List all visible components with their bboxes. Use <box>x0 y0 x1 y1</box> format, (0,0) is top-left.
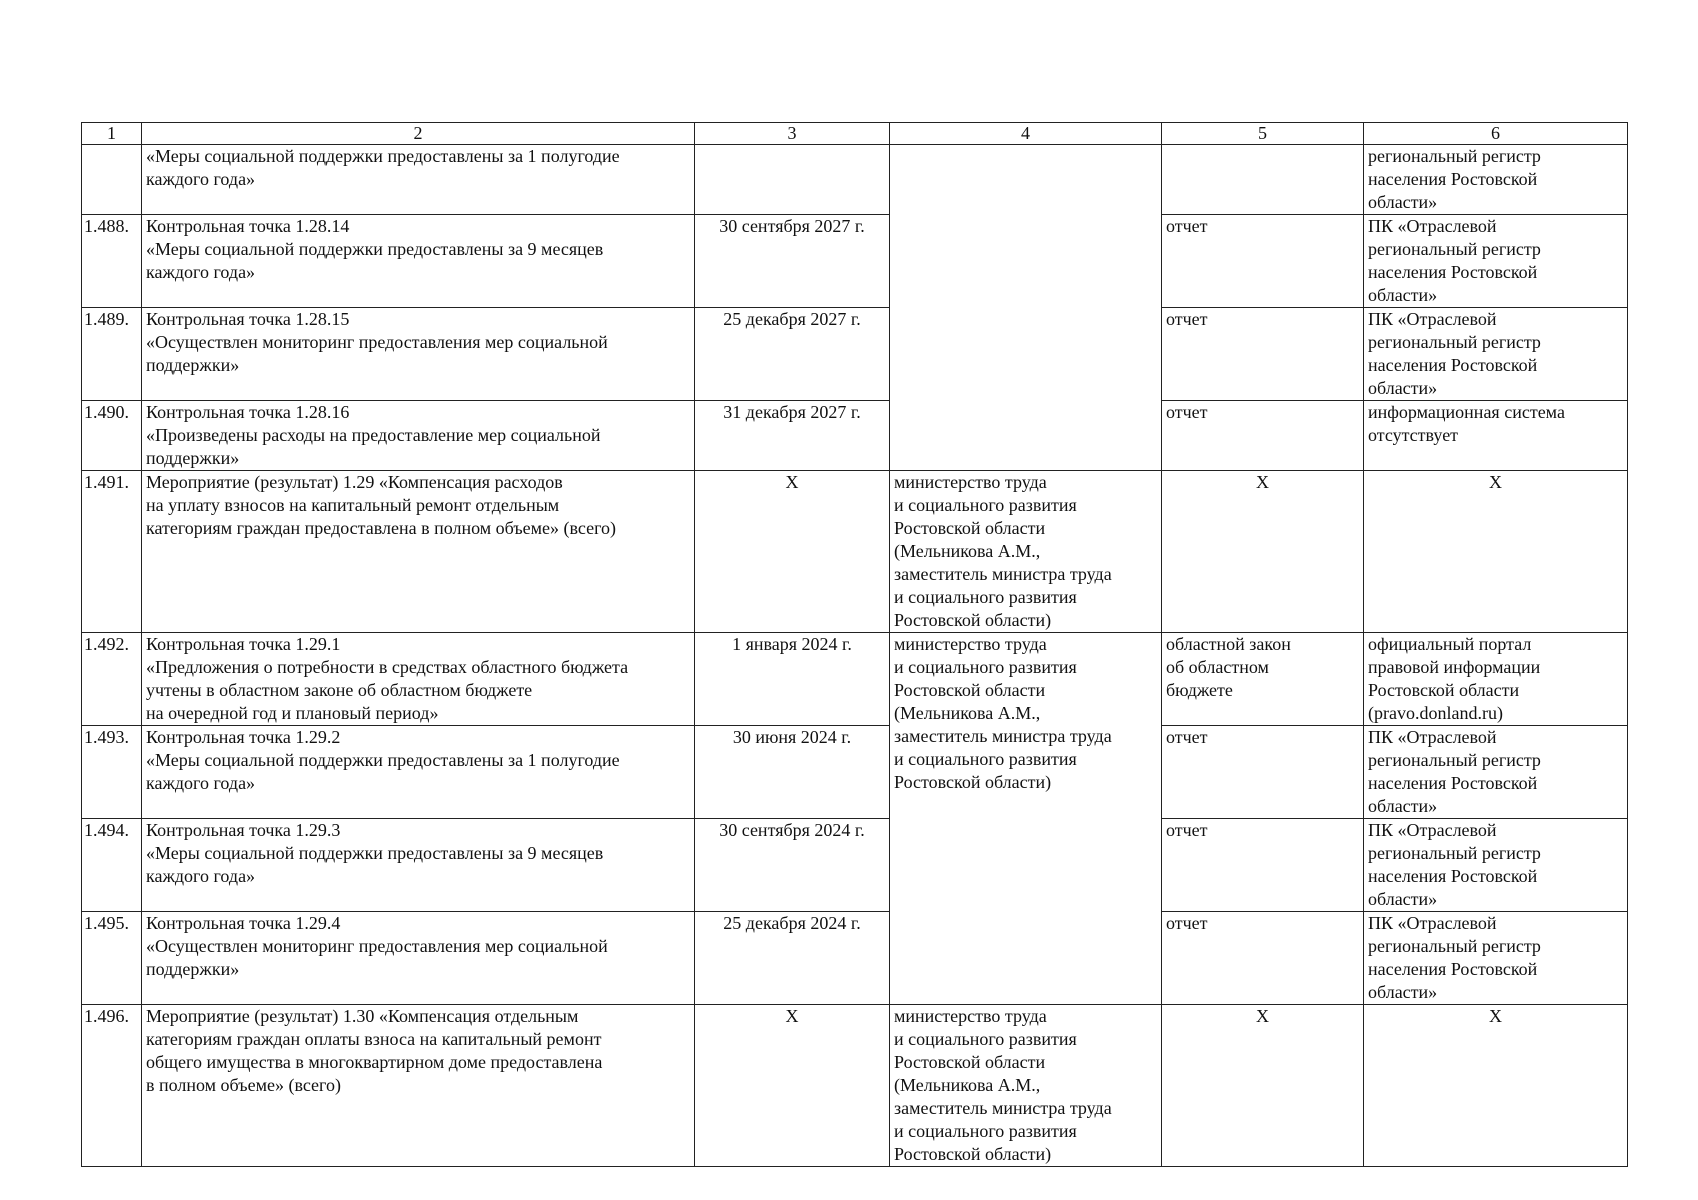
table-header-row <box>82 123 1628 145</box>
row-info-system: ПК «Отраслевой региональный регистр населения Ростовской области» <box>1364 215 1628 308</box>
row-description: Контрольная точка 1.28.15 «Осуществлен мониторинг предоставления мер социальной поддержки» <box>142 308 695 401</box>
row-document: отчет <box>1162 726 1364 819</box>
table-row <box>82 726 1628 819</box>
row-number: 1.492. <box>82 633 142 726</box>
row-info-system: официальный портал правовой информации Ростовской области (pravo.donland.ru) <box>1364 633 1628 726</box>
row-deadline: 25 декабря 2024 г. <box>695 912 890 1005</box>
row-number: 1.496. <box>82 1005 142 1167</box>
row-info-system: X <box>1364 1005 1628 1167</box>
row-deadline: 25 декабря 2027 г. <box>695 308 890 401</box>
row-number: 1.493. <box>82 726 142 819</box>
row-responsible-empty <box>890 145 1162 471</box>
row-description: Контрольная точка 1.29.3 «Меры социальной поддержки предоставлены за 9 месяцев каждого года» <box>142 819 695 912</box>
header-col-5: 5 <box>1162 123 1364 145</box>
header-col-4: 4 <box>890 123 1162 145</box>
control-points-table <box>81 122 1628 1167</box>
row-info-system: ПК «Отраслевой региональный регистр населения Ростовской области» <box>1364 819 1628 912</box>
row-number: 1.495. <box>82 912 142 1005</box>
row-description: Контрольная точка 1.28.14 «Меры социальной поддержки предоставлены за 9 месяцев каждого года» <box>142 215 695 308</box>
row-description: Контрольная точка 1.28.16 «Произведены расходы на предоставление мер социальной поддержки» <box>142 401 695 471</box>
row-info-system: ПК «Отраслевой региональный регистр населения Ростовской области» <box>1364 726 1628 819</box>
row-deadline: X <box>695 1005 890 1167</box>
row-document: отчет <box>1162 215 1364 308</box>
row-description: «Меры социальной поддержки предоставлены за 1 полугодие каждого года» <box>142 145 695 215</box>
row-number <box>82 145 142 215</box>
row-description: Контрольная точка 1.29.4 «Осуществлен мониторинг предоставления мер социальной поддержки» <box>142 912 695 1005</box>
table-row <box>82 215 1628 308</box>
row-document: X <box>1162 1005 1364 1167</box>
row-document: отчет <box>1162 308 1364 401</box>
table-row <box>82 308 1628 401</box>
row-number: 1.491. <box>82 471 142 633</box>
table-row <box>82 912 1628 1005</box>
row-deadline: 30 сентября 2027 г. <box>695 215 890 308</box>
row-info-system: информационная система отсутствует <box>1364 401 1628 471</box>
row-deadline: 31 декабря 2027 г. <box>695 401 890 471</box>
row-deadline: X <box>695 471 890 633</box>
row-document: областной закон об областном бюджете <box>1162 633 1364 726</box>
table-row <box>82 471 1628 633</box>
row-responsible: министерство труда и социального развития Ростовской области (Мельникова А.М., заместитель министра труда и социального развития Ростовской области) <box>890 1005 1162 1167</box>
row-document: X <box>1162 471 1364 633</box>
header-col-2: 2 <box>142 123 695 145</box>
row-description: Контрольная точка 1.29.2 «Меры социальной поддержки предоставлены за 1 полугодие каждого года» <box>142 726 695 819</box>
row-responsible: министерство труда и социального развития Ростовской области (Мельникова А.М., заместитель министра труда и социального развития Ростовской области) <box>890 471 1162 633</box>
row-info-system: X <box>1364 471 1628 633</box>
row-document: отчет <box>1162 401 1364 471</box>
header-col-1: 1 <box>82 123 142 145</box>
table-row <box>82 145 1628 215</box>
row-document: отчет <box>1162 819 1364 912</box>
row-number: 1.489. <box>82 308 142 401</box>
header-col-3: 3 <box>695 123 890 145</box>
row-description: Контрольная точка 1.29.1 «Предложения о потребности в средствах областного бюджета учтены в областном законе об областном бюджете на очередной год и плановый период» <box>142 633 695 726</box>
row-number: 1.494. <box>82 819 142 912</box>
header-col-6: 6 <box>1364 123 1628 145</box>
row-number: 1.488. <box>82 215 142 308</box>
row-info-system: ПК «Отраслевой региональный регистр населения Ростовской области» <box>1364 912 1628 1005</box>
row-responsible: министерство труда и социального развития Ростовской области (Мельникова А.М., заместитель министра труда и социального развития Ростовской области) <box>890 633 1162 1005</box>
row-description: Мероприятие (результат) 1.30 «Компенсация отдельным категориям граждан оплаты взноса на капитальный ремонт общего имущества в многоквартирном доме предоставлена в полном объеме» (всего) <box>142 1005 695 1167</box>
row-document: отчет <box>1162 912 1364 1005</box>
row-number: 1.490. <box>82 401 142 471</box>
row-document <box>1162 145 1364 215</box>
table-row <box>82 633 1628 726</box>
row-info-system: региональный регистр населения Ростовской области» <box>1364 145 1628 215</box>
table-row <box>82 819 1628 912</box>
row-deadline: 30 июня 2024 г. <box>695 726 890 819</box>
table-row <box>82 401 1628 471</box>
row-deadline: 30 сентября 2024 г. <box>695 819 890 912</box>
row-info-system: ПК «Отраслевой региональный регистр населения Ростовской области» <box>1364 308 1628 401</box>
row-description: Мероприятие (результат) 1.29 «Компенсация расходов на уплату взносов на капитальный ремонт отдельным категориям граждан предоставлена в полном объеме» (всего) <box>142 471 695 633</box>
row-deadline: 1 января 2024 г. <box>695 633 890 726</box>
row-deadline <box>695 145 890 215</box>
table-row <box>82 1005 1628 1167</box>
